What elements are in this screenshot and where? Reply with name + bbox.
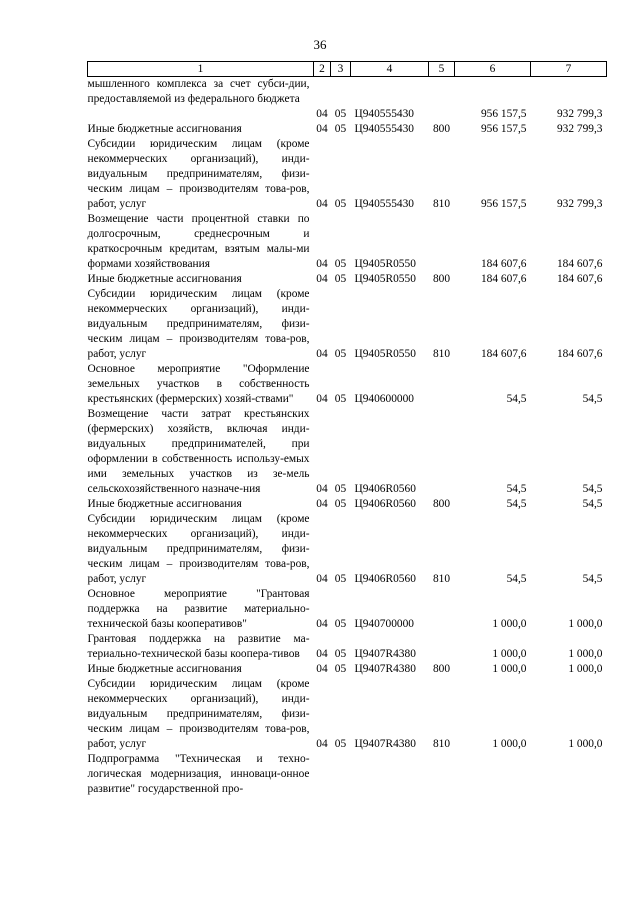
row-section: 04: [316, 648, 328, 660]
row-value-col6: 956 157,5: [480, 123, 527, 135]
row-target-code: Ц9406R0560: [354, 498, 416, 510]
row-subsection: 05: [334, 498, 347, 510]
row-expense-type: [429, 212, 455, 272]
row-section: 04: [316, 273, 328, 285]
row-subsection: 05: [334, 393, 347, 405]
row-section: [314, 752, 331, 797]
page-number: 36: [313, 37, 327, 52]
row-value-col7: 184 607,6: [556, 348, 603, 360]
table-row: [88, 662, 607, 677]
table-row: [88, 362, 607, 407]
row-value-col7: 54,5: [582, 393, 603, 405]
header-col-2: 2: [314, 62, 331, 77]
row-section: 04: [316, 198, 328, 210]
header-col-5: 5: [429, 62, 455, 77]
row-section: 04: [316, 348, 328, 360]
row-subsection: 05: [334, 738, 347, 750]
table-row: [88, 587, 607, 632]
row-value-col6: 54,5: [506, 393, 527, 405]
row-name: Субсидии юридическим лицам (кроме некоммерческих организаций), инди-видуальным предпринимателям, физи-ческим лицам – производителям това-ров, работ, услуг: [87, 288, 310, 360]
row-expense-type: 800: [432, 123, 451, 135]
row-expense-type: 810: [432, 573, 451, 585]
row-name: Подпрограмма "Техническая и техно-логическая модернизация, инноваци-онное развитие" государственной про-: [87, 753, 310, 795]
row-subsection: 05: [334, 618, 347, 630]
row-target-code: Ц940555430: [354, 108, 414, 120]
row-subsection: 05: [334, 123, 347, 135]
row-value-col7: 54,5: [582, 573, 603, 585]
table-row: [88, 407, 607, 497]
table-row: [88, 632, 607, 662]
row-subsection: 05: [334, 348, 347, 360]
row-value-col7: 932 799,3: [556, 108, 603, 120]
table-row: [88, 677, 607, 752]
row-target-code: Ц9406R0560: [354, 573, 416, 585]
row-subsection: 05: [334, 258, 347, 270]
header-col-6: 6: [455, 62, 531, 77]
row-value-col7: 932 799,3: [556, 198, 603, 210]
row-subsection: 05: [334, 198, 347, 210]
row-value-col7: [531, 77, 607, 108]
table-row: [88, 512, 607, 587]
row-expense-type: [429, 362, 455, 407]
table-header: [88, 62, 607, 77]
row-name: Иные бюджетные ассигнования: [87, 498, 242, 510]
row-value-col6: [455, 752, 531, 797]
row-value-col6: 1 000,0: [492, 648, 527, 660]
row-value-col6: 54,5: [506, 573, 527, 585]
table-body: [88, 77, 607, 798]
budget-table: [87, 61, 607, 797]
row-value-col6: [455, 77, 531, 108]
row-expense-type: 800: [432, 273, 451, 285]
table-row: [88, 287, 607, 362]
row-value-col6: 54,5: [506, 483, 527, 495]
row-value-col6: 956 157,5: [480, 198, 527, 210]
row-target-code: Ц9405R0550: [354, 258, 416, 270]
header-col-7: 7: [531, 62, 607, 77]
row-expense-type: 810: [432, 348, 451, 360]
row-section: 04: [316, 663, 328, 675]
row-name: Грантовая поддержка на развитие ма-териально-технической базы коопера-тивов: [87, 633, 310, 660]
row-value-col7: 1 000,0: [568, 738, 603, 750]
row-value-col6: 184 607,6: [480, 348, 527, 360]
row-name: Иные бюджетные ассигнования: [87, 273, 242, 285]
row-target-code: Ц940600000: [354, 393, 414, 405]
table-row: [88, 497, 607, 512]
row-value-col7: 54,5: [582, 498, 603, 510]
row-value-col7: 1 000,0: [568, 648, 603, 660]
row-subsection: 05: [334, 483, 347, 495]
table-row: [88, 212, 607, 272]
row-expense-type: 800: [432, 498, 451, 510]
row-target-code: Ц9406R0560: [354, 483, 416, 495]
row-value-col6: 1 000,0: [492, 663, 527, 675]
row-name: [88, 107, 314, 122]
row-value-col6: 54,5: [506, 498, 527, 510]
row-name: Субсидии юридическим лицам (кроме некоммерческих организаций), инди-видуальным предпринимателям, физи-ческим лицам – производителям това-ров, работ, услуг: [87, 513, 310, 585]
row-subsection: [331, 77, 351, 108]
table-row: [88, 122, 607, 137]
row-expense-type: [429, 632, 455, 662]
row-expense-type: 800: [432, 663, 451, 675]
row-target-code: Ц9405R0550: [354, 273, 416, 285]
row-subsection: [331, 752, 351, 797]
row-value-col6: 1 000,0: [492, 738, 527, 750]
row-name: Субсидии юридическим лицам (кроме некоммерческих организаций), инди-видуальным предпринимателям, физи-ческим лицам – производителям това-ров, работ, услуг: [87, 678, 310, 750]
row-section: [314, 77, 331, 108]
table-row: [88, 77, 607, 108]
row-value-col6: 1 000,0: [492, 618, 527, 630]
row-expense-type: [429, 77, 455, 108]
row-target-code: Ц9405R0550: [354, 348, 416, 360]
row-subsection: 05: [334, 648, 347, 660]
row-target-code: Ц9407R4380: [354, 738, 416, 750]
row-value-col7: 54,5: [582, 483, 603, 495]
header-col-1: 1: [88, 62, 314, 77]
row-expense-type: [429, 407, 455, 497]
row-expense-type: 810: [432, 738, 451, 750]
row-value-col6: 184 607,6: [480, 273, 527, 285]
row-name: Основное мероприятие "Оформление земельных участков в собственность крестьянских (фермерских) хозяй-ствами": [87, 363, 310, 405]
row-expense-type: [429, 587, 455, 632]
row-name: Основное мероприятие "Грантовая поддержка на развитие материально-технической базы кооперативов": [87, 588, 310, 630]
row-expense-type: [429, 107, 455, 122]
table-row: [88, 272, 607, 287]
header-col-4: 4: [351, 62, 429, 77]
row-value-col7: 1 000,0: [568, 663, 603, 675]
row-section: 04: [316, 393, 328, 405]
row-target-code: Ц940555430: [354, 123, 414, 135]
row-subsection: 05: [334, 273, 347, 285]
row-subsection: 05: [334, 108, 347, 120]
table-row: [88, 137, 607, 212]
row-target-code: [351, 752, 429, 797]
row-value-col7: 1 000,0: [568, 618, 603, 630]
row-subsection: 05: [334, 573, 347, 585]
row-name: Иные бюджетные ассигнования: [87, 123, 242, 135]
row-target-code: [351, 77, 429, 108]
table-row: [88, 107, 607, 122]
row-section: 04: [316, 573, 328, 585]
row-expense-type: 810: [432, 198, 451, 210]
row-name: мышленного комплекса за счет субси-дии, предоставляемой из федерального бюджета: [87, 78, 310, 105]
header-col-3: 3: [331, 62, 351, 77]
row-target-code: Ц940555430: [354, 198, 414, 210]
row-value-col7: 184 607,6: [556, 273, 603, 285]
row-name: Иные бюджетные ассигнования: [87, 663, 242, 675]
row-name: Субсидии юридическим лицам (кроме некоммерческих организаций), инди-видуальным предпринимателям, физи-ческим лицам – производителям това-ров, работ, услуг: [87, 138, 310, 210]
row-target-code: Ц9407R4380: [354, 648, 416, 660]
row-section: 04: [316, 108, 328, 120]
table-row: [88, 752, 607, 797]
row-section: 04: [316, 498, 328, 510]
row-name: Возмещение части затрат крестьянских (фермерских) хозяйств, включая инди-видуальных предпринимателей, при оформлении в собственность использу-емых ими земельных участков из зе-мель сельскохозяйственного назначе-ния: [87, 408, 310, 495]
row-name: Возмещение части процентной ставки по долгосрочным, среднесрочным и краткосрочным кредитам, взятым малы-ми формами хозяйствования: [87, 213, 310, 270]
row-expense-type: [429, 752, 455, 797]
row-section: 04: [316, 123, 328, 135]
row-section: 04: [316, 483, 328, 495]
row-value-col7: 184 607,6: [556, 258, 603, 270]
row-value-col6: 956 157,5: [480, 108, 527, 120]
row-section: 04: [316, 618, 328, 630]
row-value-col7: [531, 752, 607, 797]
row-target-code: Ц940700000: [354, 618, 414, 630]
row-subsection: 05: [334, 663, 347, 675]
row-section: 04: [316, 258, 328, 270]
row-section: 04: [316, 738, 328, 750]
row-value-col6: 184 607,6: [480, 258, 527, 270]
row-value-col7: 932 799,3: [556, 123, 603, 135]
row-target-code: Ц9407R4380: [354, 663, 416, 675]
